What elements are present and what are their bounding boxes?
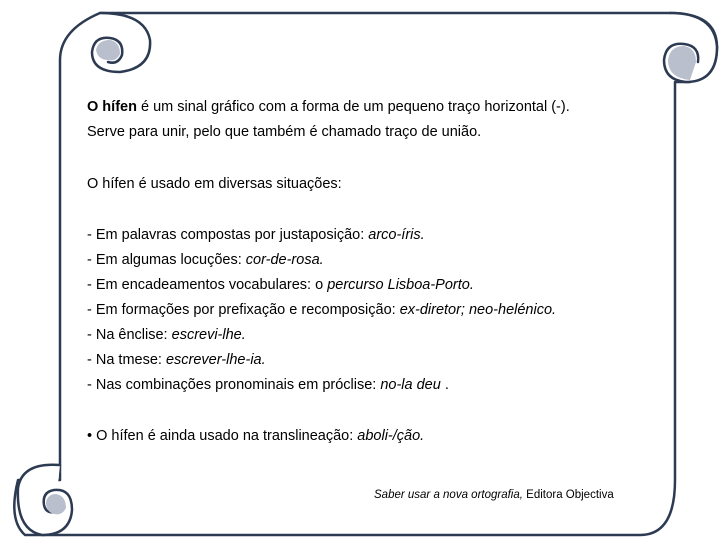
definition-line-1 bbox=[87, 98, 570, 116]
translineacao-bullet bbox=[87, 427, 424, 445]
situation-item-proclise bbox=[87, 376, 449, 394]
scroll-body bbox=[14, 13, 717, 535]
situation-example: arco-íris. bbox=[368, 227, 425, 243]
source-citation bbox=[374, 488, 614, 502]
situation-text: - Em algumas locuções: bbox=[87, 252, 246, 268]
situation-text: - Em formações por prefixação e recomposição: bbox=[87, 302, 400, 318]
situation-example: escrevi-lhe. bbox=[171, 327, 246, 343]
situation-example: percurso Lisboa-Porto. bbox=[327, 277, 474, 293]
bullet-text: • O hífen é ainda usado na translineação: bbox=[87, 428, 358, 444]
situation-item-prefixacao bbox=[87, 301, 556, 319]
situation-text: - Em palavras compostas por justaposição: bbox=[87, 227, 369, 243]
situation-example: cor-de-rosa. bbox=[245, 252, 324, 268]
situation-item-encadeamentos bbox=[87, 276, 474, 294]
situation-text: - Em encadeamentos vocabulares: o bbox=[87, 277, 328, 293]
definition-line-2: Serve para unir, pelo que também é chamado traço de união. bbox=[87, 124, 482, 140]
intro-line: O hífen é usado em diversas situações: bbox=[87, 176, 342, 192]
situation-text: - Na ênclise: bbox=[87, 327, 172, 343]
definition-text: é um sinal gráfico com a forma de um pequeno traço horizontal (-). bbox=[136, 99, 570, 115]
source-publisher: Editora Objectiva bbox=[522, 489, 614, 501]
situation-example: ex-diretor; neo-helénico. bbox=[399, 302, 557, 318]
situation-example: no-la deu bbox=[380, 377, 441, 393]
situation-text: - Na tmese: bbox=[87, 352, 166, 368]
situation-example: escrever-lhe-ia. bbox=[165, 352, 266, 368]
bullet-example: aboli-/ção. bbox=[357, 428, 425, 444]
situation-item-enclise bbox=[87, 326, 246, 344]
source-book: Saber usar a nova ortografia, bbox=[374, 489, 523, 501]
situation-suffix: . bbox=[440, 377, 449, 393]
term-hifen: O hífen bbox=[87, 99, 137, 115]
situation-item-tmese bbox=[87, 351, 266, 369]
situation-text: - Nas combinações pronominais em próclise: bbox=[87, 377, 381, 393]
situation-item-locucoes bbox=[87, 251, 324, 269]
situation-item-justaposicao bbox=[87, 226, 425, 244]
